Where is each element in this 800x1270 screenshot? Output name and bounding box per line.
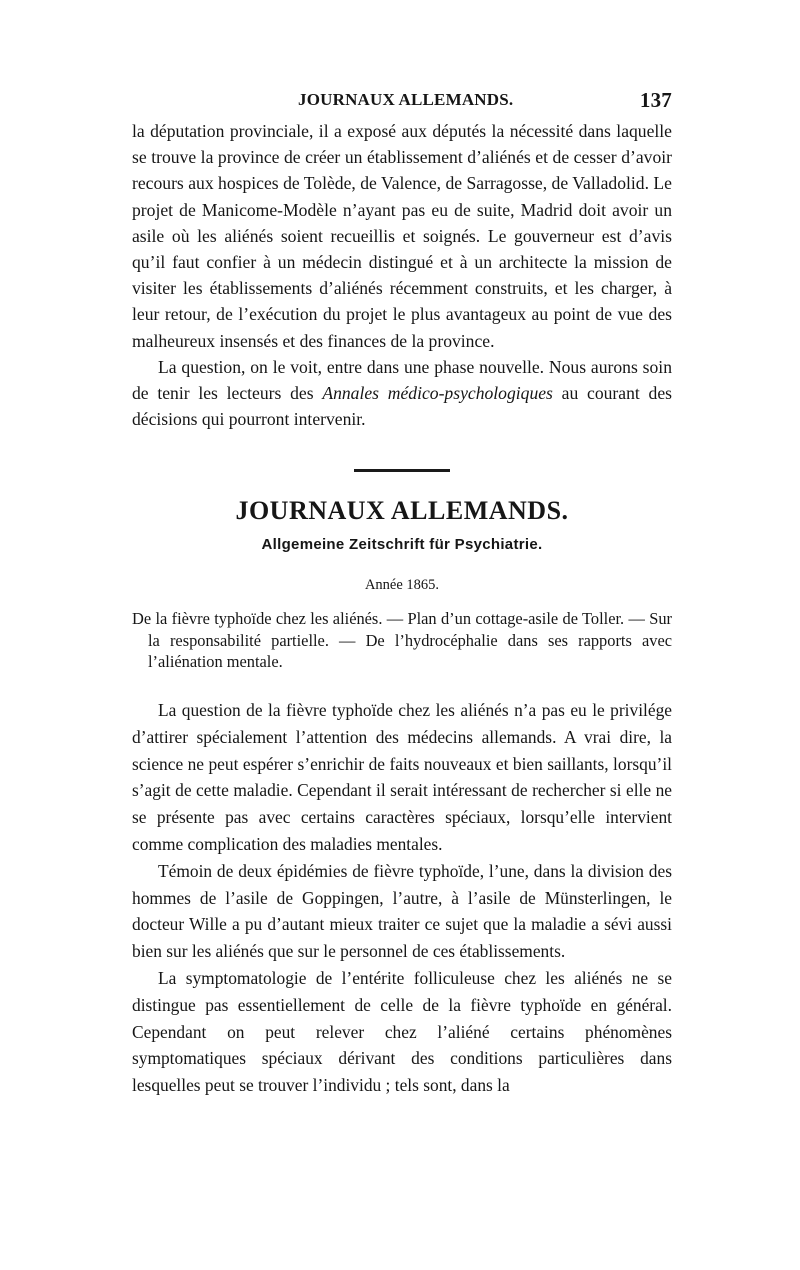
journal-title-italic: Annales médico-psychologiques	[322, 383, 553, 404]
paragraph: La question de la fièvre typhoïde chez les aliénés n’a pas eu le privilége d’attirer spécialement l’attention des médecins allemands. A vrai dire, la science ne peut espérer s’enrichir de faits nouveaux et bien saillants, lorsqu’il s’agit de cette maladie. Cependant il serait intéressant de rechercher si elle ne se présente pas avec certains caractères spéciaux, lorsqu’elle intervient comme complication des maladies mentales.	[132, 699, 672, 854]
section-title: JOURNAUX ALLEMANDS.	[235, 496, 569, 526]
book-page	[132, 88, 672, 1099]
section-divider	[354, 469, 450, 472]
paragraph: La symptomatologie de l’entérite folliculeuse chez les aliénés ne se distingue pas essentiellement de celle de la fièvre typhoïde en général. Cependant on peut relever chez l’aliéné certains phénomènes symptomatiques spéciaux dérivant des conditions particulières dans lesquelles peut se trouver l’individu ; tels sont, dans la	[132, 967, 672, 1096]
contents-summary: De la fièvre typhoïde chez les aliénés. — Plan d’un cottage-asile de Toller. — Sur la responsabilité partielle. — De l’hydrocéphalie dans ses rapports avec l’aliénation mentale.	[132, 609, 672, 672]
paragraph: Témoin de deux épidémies de fièvre typhoïde, l’une, dans la division des hommes de l’asile de Goppingen, l’autre, à l’asile de Münsterlingen, le docteur Wille a pu d’autant mieux traiter ce sujet que la maladie a sévi aussi bien sur les aliénés que sur le personnel de ces établissements.	[132, 860, 672, 962]
year-heading: Année 1865.	[364, 577, 440, 594]
running-header	[132, 88, 672, 118]
text-run: au courant des décisions qui pourront intervenir.	[132, 383, 672, 430]
paragraph: la députation provinciale, il a exposé aux députés la nécessité dans laquelle se trouve la province de créer un établissement d’aliénés et de cesser d’avoir recours aux hospices de Tolède, de Valence, de Sarragosse, de Valladolid. Le projet de Manicome-Modèle n’ayant pas eu de suite, Madrid doit avoir un asile où les aliénés soient recueillis et soignés. Le gouverneur est d’avis qu’il faut confier à un médecin distingué et à un architecte la mission de visiter les établissements d’aliénés récemment construits, et les charger, à leur retour, de l’exécution du projet le plus avantageux au point de vue des malheureux insensés et des finances de la province.	[132, 121, 672, 351]
page-number: 137	[639, 88, 672, 112]
running-title: JOURNAUX ALLEMANDS.	[298, 90, 514, 109]
article-body	[132, 697, 672, 1099]
paragraph	[132, 354, 672, 433]
text-run: La question, on le voit, entre dans une phase nouvelle. Nous aurons soin de tenir les lecteurs des	[132, 356, 672, 404]
previous-article-end	[132, 118, 672, 432]
journal-name: Allgemeine Zeitschrift für Psychiatrie.	[261, 536, 543, 554]
